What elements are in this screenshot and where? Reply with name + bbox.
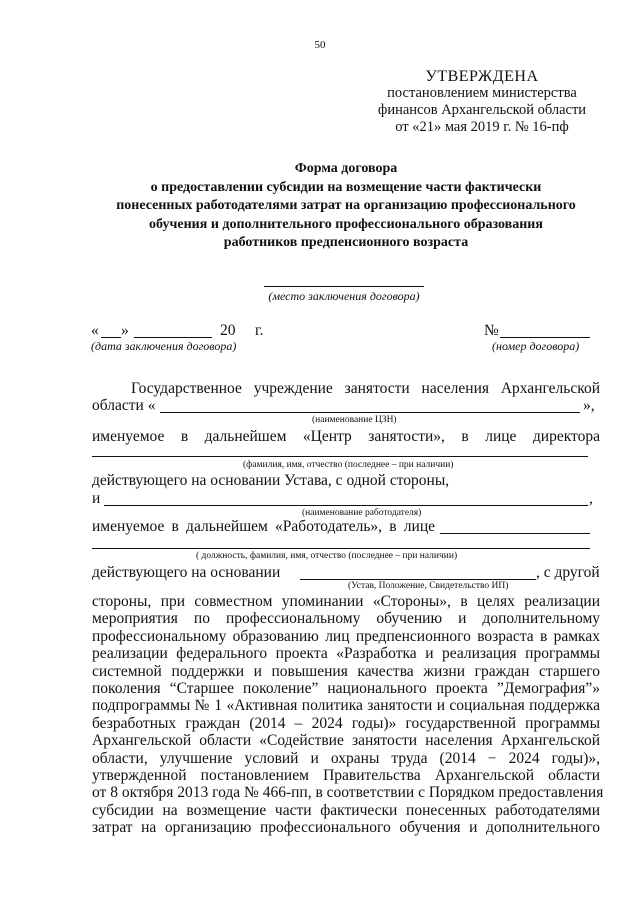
text-line: именуемое в дальнейшем «Центр занятости», в лице директора	[92, 428, 600, 445]
text-line: действующего на основании Устава, с одной стороны,	[92, 472, 450, 489]
title-line: работников предпенсионного возраста	[223, 235, 469, 251]
month-blank[interactable]	[134, 337, 212, 338]
paragraph-line: стороны, при совместном упоминании «Стороны», в целях реализации	[92, 593, 600, 610]
fio-caption: (фамилия, имя, отчество (последнее – при наличии)	[243, 460, 454, 470]
paragraph-line: системной поддержки и повышения качества жизни граждан старшего	[92, 662, 600, 680]
date-caption: (дата заключения договора)	[91, 339, 237, 353]
text-line-end: , с другой	[536, 564, 600, 581]
paragraph-line: поколения “Старшее поколение” национального проекта ”Демография”»	[92, 680, 600, 698]
title-line: о предоставлении субсидии на возмещение части фактически	[150, 179, 542, 195]
document-title	[90, 160, 602, 253]
employer-caption: (наименование работодателя)	[302, 508, 422, 518]
paragraph-line: безработных граждан (2014 – 2024 годы)» государственной программы	[92, 714, 600, 732]
position-caption: ( должность, фамилия, имя, отчество (последнее – при наличии)	[196, 551, 458, 561]
year-suffix: г.	[255, 322, 264, 339]
basis-caption: (Устав, Положение, Свидетельство ИП)	[348, 581, 509, 591]
paragraph-line: мероприятия по профессиональному обучению и дополнительному	[92, 610, 600, 628]
date-quote-close: »	[121, 322, 129, 339]
year-prefix: 20	[220, 322, 236, 339]
paragraph-line: субсидии на возмещение части фактически понесенных работодателями	[92, 801, 600, 819]
place-caption: (место заключения договора)	[268, 289, 420, 303]
paragraph-line: профессиональному образованию лиц предпенсионного возраста в рамках	[92, 627, 600, 645]
approval-line: от «21» мая 2019 г. № 16-пф	[395, 119, 569, 135]
representative-blank-2[interactable]	[92, 548, 590, 549]
approval-line: финансов Архангельской области	[377, 102, 587, 118]
approval-title: УТВЕРЖДЕНА	[425, 68, 539, 85]
text-line-start: области «	[92, 397, 156, 414]
paragraph-line: затрат на организацию профессионального обучения и дополнительного	[92, 819, 600, 837]
paragraph-line: области, улучшение условий и охраны труда (2014 − 2024 годы)»,	[92, 749, 600, 767]
employer-name-blank[interactable]	[104, 505, 588, 506]
text-line: именуемое в дальнейшем «Работодатель», в лице	[92, 518, 435, 535]
page-number: 50	[314, 39, 326, 51]
czn-caption: (наименование ЦЗН)	[312, 415, 397, 425]
director-name-blank[interactable]	[92, 456, 588, 457]
representative-blank[interactable]	[440, 533, 590, 534]
paragraph-line: реализации федерального проекта «Разработка и реализация программы	[92, 645, 600, 663]
title-line: понесенных работодателями затрат на организацию профессионального	[116, 198, 576, 214]
title-line: Форма договора	[294, 161, 398, 176]
text-line-end: ,	[589, 490, 593, 507]
paragraph-line: подпрограммы № 1 «Активная политика занятости и социальная поддержка	[92, 697, 600, 715]
contract-number-caption: (номер договора)	[492, 339, 580, 353]
main-paragraph	[92, 593, 604, 837]
place-blank[interactable]	[264, 286, 424, 287]
contract-number-sign: №	[484, 322, 499, 339]
day-blank[interactable]	[101, 337, 121, 338]
text-line: Государственное учреждение занятости населения Архангельской	[131, 380, 600, 397]
czn-name-blank[interactable]	[160, 412, 580, 413]
paragraph-line: Архангельской области «Содействие занятости населения Архангельской	[92, 732, 600, 750]
text-line-end: »,	[583, 397, 595, 414]
contract-number-blank[interactable]	[500, 337, 590, 338]
title-line: обучения и дополнительного профессионального образования	[149, 216, 543, 232]
paragraph-line: от 8 октября 2013 года № 466-пп, в соответствии с Порядком предоставления	[92, 784, 604, 802]
approval-line: постановлением министерства	[387, 85, 577, 101]
text-line-start: и	[92, 490, 101, 507]
text-line-start: действующего на основании	[92, 564, 281, 581]
basis-blank[interactable]	[300, 579, 536, 580]
approval-stamp	[372, 68, 592, 136]
date-quote-open: «	[91, 322, 99, 339]
paragraph-line: утвержденной постановлением Правительства Архангельской области	[92, 767, 600, 785]
